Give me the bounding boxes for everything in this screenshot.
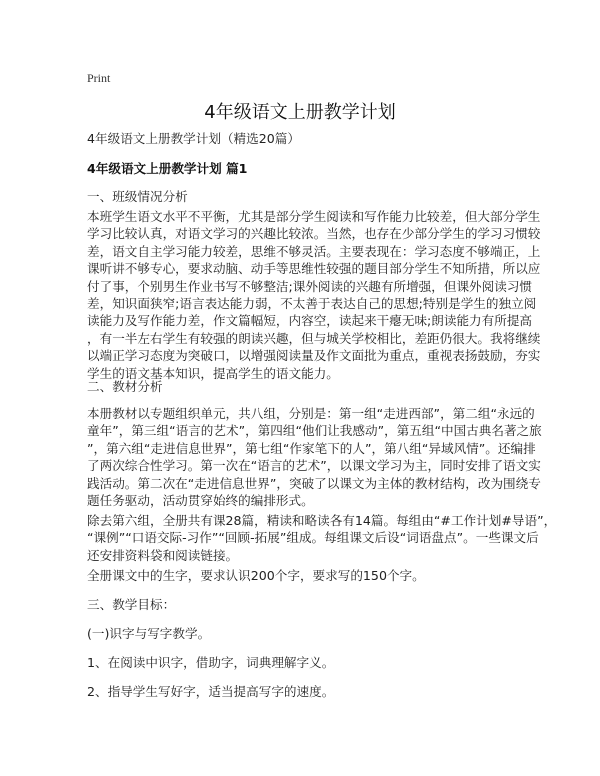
section-heading: 二、教材分析 [87,379,163,394]
textbook-analysis-paragraph [87,405,542,509]
text-line: “课例”“口语交际-习作”“回顾-拓展”组成。每组课文后设“词语盘点”。一些课文后 [87,530,539,546]
list-item: 2、指导学生写好字，适当提高写字的速度。 [87,684,335,699]
text-line: 学生的语文基本知识，提高学生的语文能力。 [87,365,339,381]
section-heading: 三、教学目标： [87,597,176,612]
text-line: 践活动。第二次在“走进信息世界”，突破了以课文为主体的教材结构，改为围绕专 [87,475,541,491]
text-line: ”，第六组“走进信息世界”，第七组“作家笔下的人”，第八组“异域风情”。还编排 [87,440,536,456]
text-line: 读能力及写作能力差，作文篇幅短，内容空，读起来干瘪无味;朗读能力有所提高 [87,313,533,329]
text-line: 课听讲不够专心，要求动脑、动手等思维性较强的题目部分学生不知所措，所以应 [87,261,541,277]
print-link[interactable]: Print [87,71,111,85]
text-line: 本班学生语文水平不平衡，尤其是部分学生阅读和写作能力比较差，但大部分学生 [87,209,541,224]
text-line: 除去第六组，全册共有课28篇，精读和略读各有14篇。每组由“#工作计划#导语”， [87,513,557,528]
class-analysis-paragraph [87,208,540,382]
list-item: 1、在阅读中识字，借助字，词典理解字义。 [87,655,335,670]
text-line: 题任务驱动，活动贯穿始终的编排形式。 [87,493,314,509]
subtitle: 4年级语文上册教学计划（精选20篇） [87,131,300,146]
characters-paragraph: 全册课文中的生字，要求认识200个字，要求写的150个字。 [87,568,425,583]
article-heading: 4年级语文上册教学计划 篇1 [87,161,248,176]
page-title: 4年级语文上册教学计划 [204,102,396,123]
text-line: 学习比较认真，对语文学习的兴趣比较浓。当然，也存在少部分学生的学习习惯较 [87,226,541,242]
text-line: 了两次综合性学习。第一次在“语言的艺术”，以课文学习为主，同时安排了语文实 [87,458,541,474]
text-line: 差，语文自主学习能力较差，思维不够灵活。主要表现在：学习态度不够端正，上 [87,243,541,259]
text-line: 童年”，第三组“语言的艺术”，第四组“他们让我感动”，第五组“中国古典名著之旅 [87,423,542,439]
sub-heading: (一)识字与写字教学。 [87,626,211,641]
text-line: 本册教材以专题组织单元，共八组，分别是：第一组“走进西部”，第二组“永远的 [87,406,535,421]
text-line: 还安排资料袋和阅读链接。 [87,547,239,563]
text-line: 以端正学习态度为突破口，以增强阅读量及作文面批为重点，重视表扬鼓励，夯实 [87,348,541,364]
text-line: 付了事，个别男生作业书写不够整洁;课外阅读的兴趣有所增强，但课外阅读习惯 [87,278,533,294]
text-line: 差，知识面狭窄;语言表达能力弱，不太善于表达自己的思想;特别是学生的独立阅 [87,296,537,312]
section-heading: 一、班级情况分析 [87,189,188,204]
text-line: ，有一半左右学生有较强的朗读兴趣，但与城关学校相比，差距仍很大。我将继续 [87,330,541,346]
lessons-paragraph [87,512,556,564]
